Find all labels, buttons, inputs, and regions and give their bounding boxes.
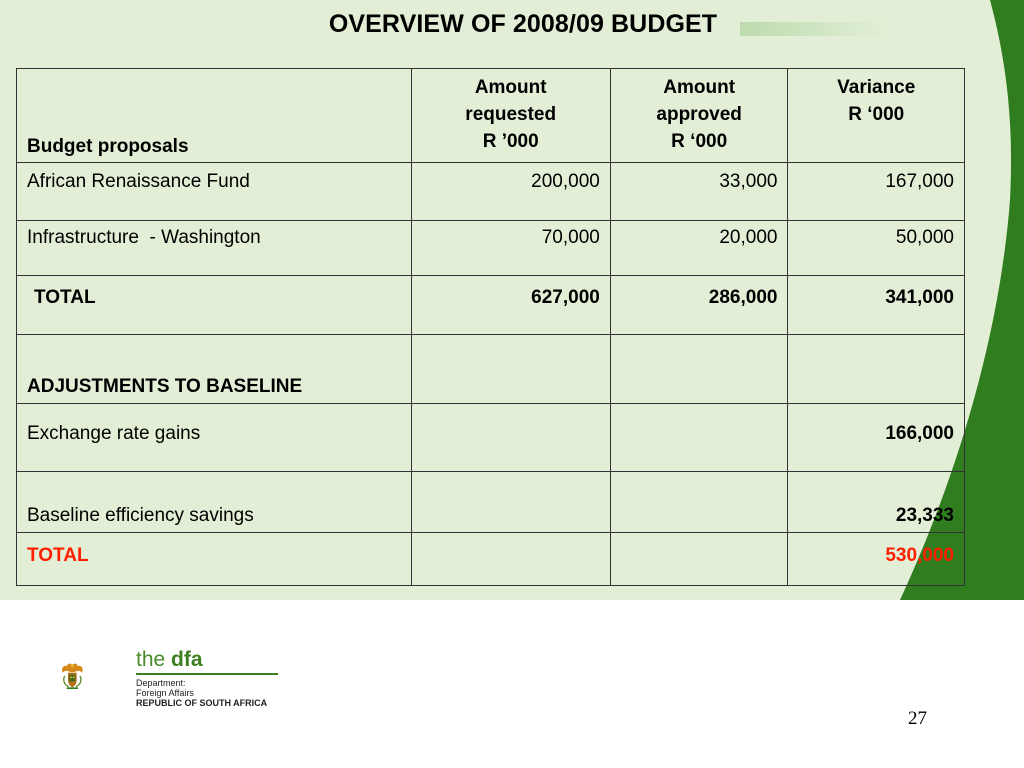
logo-subtitle	[136, 678, 267, 708]
row-label: African Renaissance Fund	[17, 163, 412, 221]
cell-variance	[788, 335, 965, 404]
cell-approved	[610, 533, 788, 586]
header-line: requested	[465, 104, 557, 125]
header-line: Amount	[474, 77, 547, 98]
cell-variance: 341,000	[788, 276, 965, 335]
logo-divider	[136, 673, 278, 675]
cell-variance: 50,000	[788, 221, 965, 276]
cell-requested: 200,000	[411, 163, 610, 221]
cell-variance: 530,000	[788, 533, 965, 586]
table-row	[17, 221, 965, 276]
slide-title: OVERVIEW OF 2008/09 BUDGET	[328, 10, 718, 38]
header-line: R ’000	[482, 131, 539, 152]
total-row	[17, 533, 965, 586]
table-row	[17, 163, 965, 221]
header-amount-requested	[411, 69, 610, 163]
header-line: Amount	[663, 77, 736, 98]
header-line: Variance	[837, 77, 916, 98]
table-row	[17, 404, 965, 472]
cell-approved	[610, 404, 788, 472]
page-number: 27	[908, 708, 927, 729]
coat-of-arms-icon	[60, 636, 135, 716]
row-label: TOTAL	[17, 533, 412, 586]
budget-table	[16, 68, 965, 586]
header-amount-approved	[610, 69, 788, 163]
table-header-row	[17, 69, 965, 163]
cell-variance: 167,000	[788, 163, 965, 221]
logo-subtitle-line: Foreign Affairs	[136, 688, 194, 698]
header-variance	[788, 69, 965, 163]
cell-requested	[411, 404, 610, 472]
header-budget-proposals: Budget proposals	[17, 69, 412, 163]
section-heading-row	[17, 335, 965, 404]
row-label: ADJUSTMENTS TO BASELINE	[17, 335, 412, 404]
table-row	[17, 472, 965, 533]
cell-variance: 166,000	[788, 404, 965, 472]
cell-requested	[411, 472, 610, 533]
cell-approved	[610, 472, 788, 533]
cell-variance: 23,333	[788, 472, 965, 533]
cell-requested	[411, 335, 610, 404]
dfa-wordmark	[136, 648, 203, 672]
wordmark-the: the	[136, 648, 166, 671]
row-label: Infrastructure - Washington	[17, 221, 412, 276]
logo-subtitle-line: Department:	[136, 678, 186, 688]
cell-requested	[411, 533, 610, 586]
header-line: R ‘000	[848, 104, 905, 125]
cell-approved: 20,000	[610, 221, 788, 276]
total-row	[17, 276, 965, 335]
cell-requested: 70,000	[411, 221, 610, 276]
cell-approved: 286,000	[610, 276, 788, 335]
cell-approved: 33,000	[610, 163, 788, 221]
cell-approved	[610, 335, 788, 404]
logo-subtitle-line: REPUBLIC OF SOUTH AFRICA	[136, 698, 268, 708]
wordmark-dfa: dfa	[171, 648, 203, 671]
row-label: Exchange rate gains	[17, 404, 412, 472]
title-underline-glow	[740, 22, 890, 36]
row-label: TOTAL	[17, 276, 412, 335]
cell-requested: 627,000	[411, 276, 610, 335]
header-line: R ‘000	[671, 131, 728, 152]
row-label: Baseline efficiency savings	[17, 472, 412, 533]
header-line: approved	[656, 104, 742, 125]
